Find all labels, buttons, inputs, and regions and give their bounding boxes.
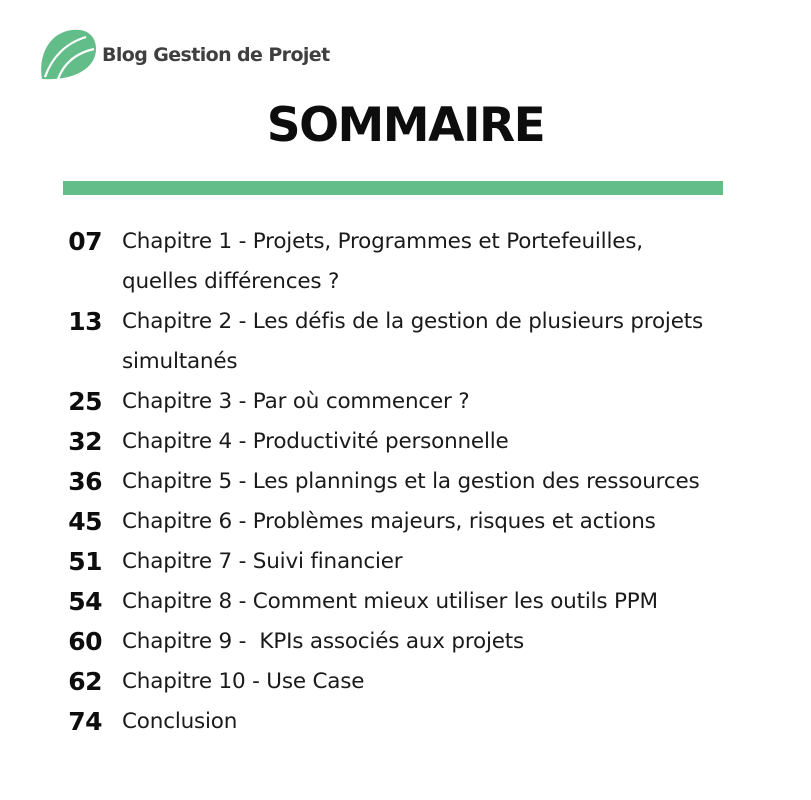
- toc-page-number: 25: [68, 387, 102, 416]
- toc-page-number: 13: [68, 307, 102, 336]
- toc-label: Chapitre 10 - Use Case: [122, 669, 365, 694]
- toc-page-number: 51: [68, 547, 102, 576]
- brand-logo: [36, 27, 330, 83]
- toc-page-number: 32: [68, 427, 102, 456]
- toc-entry[interactable]: [0, 302, 811, 382]
- toc-page-number: 36: [68, 467, 102, 496]
- page-title: SOMMAIRE: [266, 98, 545, 153]
- table-of-contents: [0, 222, 811, 742]
- toc-entry[interactable]: [0, 582, 811, 622]
- toc-label: Chapitre 9 - KPIs associés aux projets: [122, 629, 525, 654]
- brand-name: Blog Gestion de Projet: [102, 44, 330, 66]
- title-divider: [63, 181, 723, 195]
- toc-label: Chapitre 4 - Productivité personnelle: [122, 429, 509, 454]
- toc-page-number: 54: [68, 587, 102, 616]
- toc-label: Chapitre 7 - Suivi financier: [122, 549, 403, 574]
- toc-label: Chapitre 8 - Comment mieux utiliser les outils PPM: [122, 589, 658, 614]
- toc-page-number: 07: [68, 227, 102, 256]
- toc-page-number: 45: [68, 507, 102, 536]
- toc-entry[interactable]: [0, 702, 811, 742]
- toc-label: Chapitre 3 - Par où commencer ?: [122, 389, 470, 414]
- toc-label: Conclusion: [122, 709, 238, 734]
- toc-entry[interactable]: [0, 662, 811, 702]
- toc-label: Chapitre 6 - Problèmes majeurs, risques et actions: [122, 509, 656, 534]
- toc-entry[interactable]: [0, 382, 811, 422]
- toc-entry[interactable]: [0, 622, 811, 662]
- toc-page-number: 62: [68, 667, 102, 696]
- toc-label: Chapitre 5 - Les plannings et la gestion des ressources: [122, 469, 700, 494]
- toc-label: Chapitre 2 - Les défis de la gestion de plusieurs projets simultanés: [122, 309, 710, 374]
- toc-entry[interactable]: [0, 542, 811, 582]
- toc-label: Chapitre 1 - Projets, Programmes et Portefeuilles, quelles différences ?: [122, 229, 650, 294]
- toc-entry[interactable]: [0, 462, 811, 502]
- toc-entry[interactable]: [0, 502, 811, 542]
- toc-page-number: 60: [68, 627, 102, 656]
- toc-page-number: 74: [68, 707, 102, 736]
- leaf-icon: [36, 27, 98, 83]
- toc-entry[interactable]: [0, 422, 811, 462]
- toc-entry[interactable]: [0, 222, 811, 302]
